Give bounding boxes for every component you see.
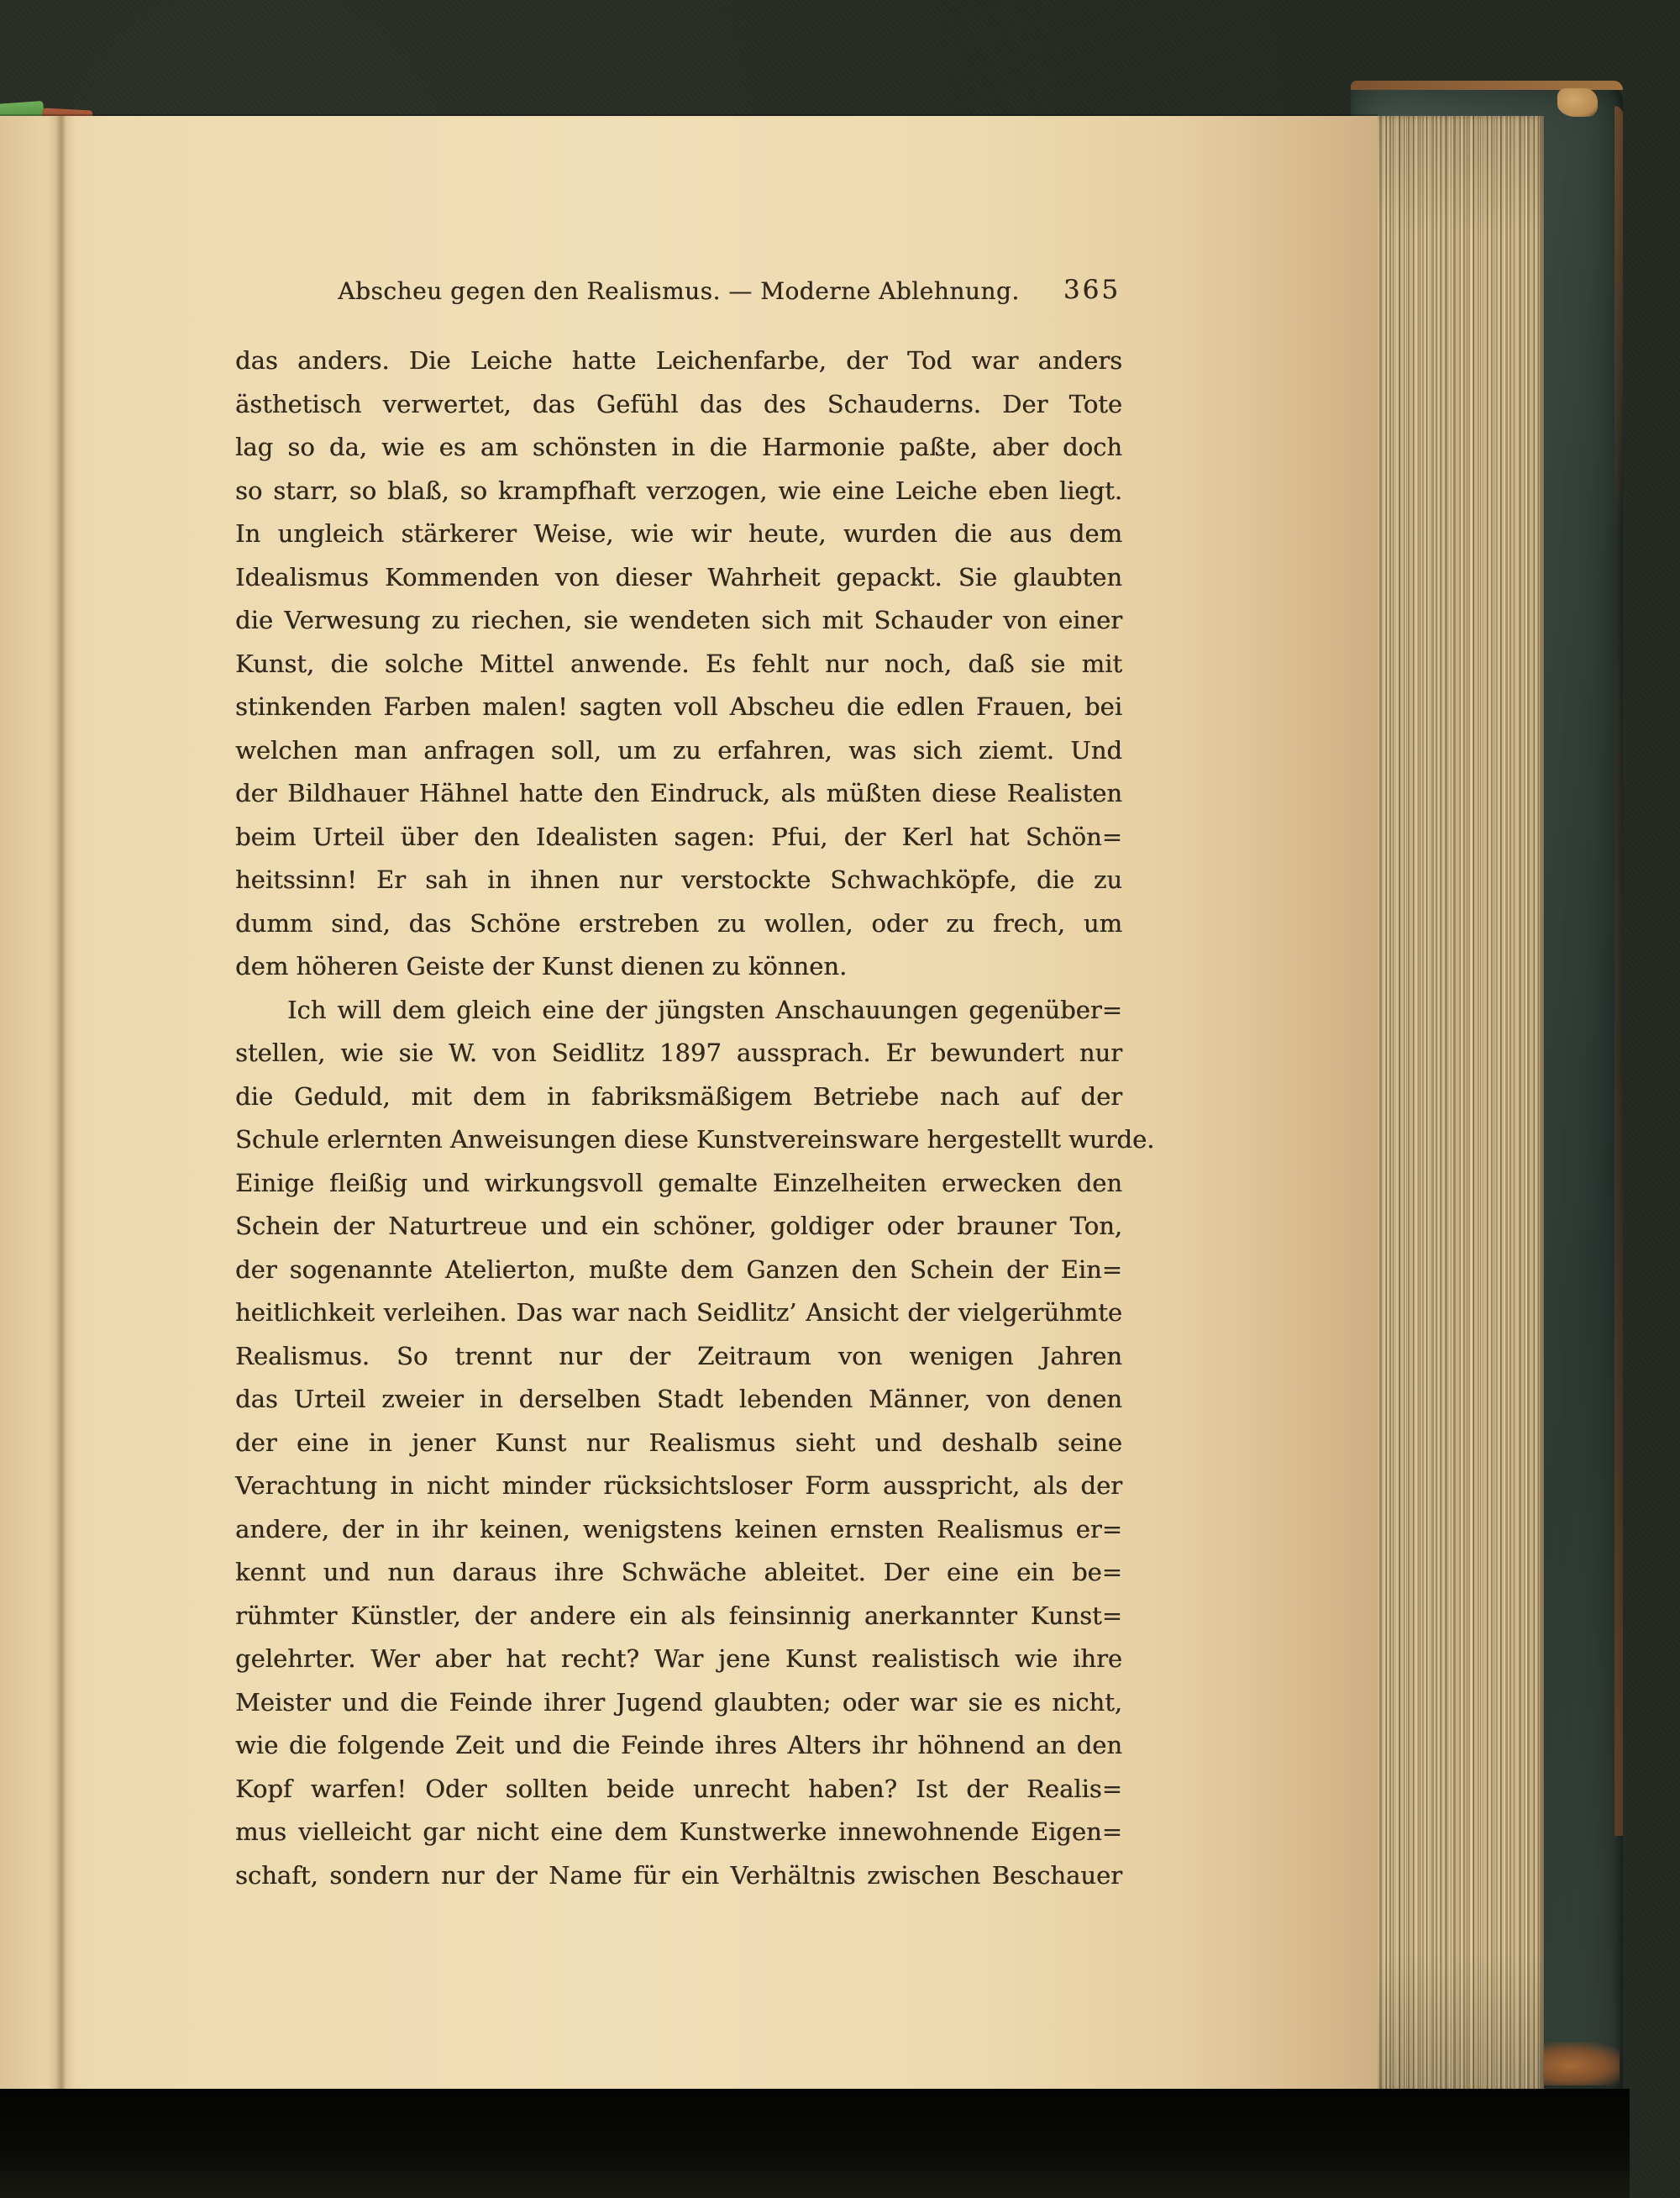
text-line: In ungleich stärkerer Weise, wie wir heute, wurden die aus dem (235, 519, 1122, 548)
text-line: dem höheren Geiste der Kunst dienen zu können. (235, 952, 848, 981)
page-fore-edge (1373, 116, 1544, 2092)
cover-worn-corner (1557, 88, 1598, 117)
page-header (235, 277, 1122, 305)
text-line: Verachtung in nicht minder rücksichtsloser Form ausspricht, als der (235, 1471, 1122, 1500)
text-line: rühmter Künstler, der andere ein als feinsinnig anerkannter Kunst= (235, 1601, 1122, 1630)
text-line: gelehrter. Wer aber hat recht? War jene Kunst realistisch wie ihre (235, 1644, 1122, 1673)
text-line: dumm sind, das Schöne erstreben zu wollen, oder zu frech, um (235, 908, 1122, 938)
book-page (0, 116, 1378, 2092)
text-line: der sogenannte Atelierton, mußte dem Ganzen den Schein der Ein= (235, 1254, 1122, 1284)
page-gutter-crease (47, 116, 76, 2092)
page-number: 365 (1063, 275, 1121, 305)
text-line: die Verwesung zu riechen, sie wendeten sich mit Schauder von einer (235, 606, 1122, 634)
text-line: ästhetisch verwertet, das Gefühl das des Schauderns. Der Tote (235, 389, 1122, 418)
text-line: stellen, wie sie W. von Seidlitz 1897 aussprach. Er bewundert nur (235, 1039, 1122, 1067)
text-line: Schein der Naturtreue und ein schöner, goldiger oder brauner Ton, (235, 1212, 1122, 1240)
text-line: Realismus. So trennt nur der Zeitraum von wenigen Jahren (235, 1341, 1122, 1370)
text-line: der eine in jener Kunst nur Realismus sieht und deshalb seine (235, 1428, 1122, 1457)
text-line: beim Urteil über den Idealisten sagen: Pfui, der Kerl hat Schön= (235, 822, 1122, 851)
text-line: so starr, so blaß, so krampfhaft verzogen, wie eine Leiche eben liegt. (235, 476, 1122, 505)
text-line: andere, der in ihr keinen, wenigstens keinen ernsten Realismus er= (235, 1514, 1122, 1543)
text-line: heitssinn! Er sah in ihnen nur verstockte Schwachköpfe, die zu (235, 865, 1122, 894)
text-line: Meister und die Feinde ihrer Jugend glaubten; oder war sie es nicht, (235, 1687, 1122, 1717)
text-line: lag so da, wie es am schönsten in die Harmonie paßte, aber doch (235, 433, 1122, 461)
text-line: Schule erlernten Anweisungen diese Kunstvereinsware hergestellt wurde. (235, 1125, 1155, 1154)
text-line: das anders. Die Leiche hatte Leichenfarbe, der Tod war anders (235, 346, 1122, 375)
text-line: stinkenden Farben malen! sagten voll Abscheu die edlen Frauen, bei (235, 692, 1122, 721)
running-header-title: Abscheu gegen den Realismus. — Moderne Ablehnung. (338, 277, 1020, 305)
text-line: kennt und nun daraus ihre Schwäche ableitet. Der eine ein be= (235, 1558, 1122, 1586)
text-line: Kunst, die solche Mittel anwende. Es fehlt nur noch, daß sie mit (235, 649, 1122, 678)
text-line: das Urteil zweier in derselben Stadt lebenden Männer, von denen (235, 1385, 1122, 1413)
text-line: Kopf warfen! Oder sollten beide unrecht haben? Ist der Realis= (235, 1774, 1122, 1803)
body-text (235, 339, 1155, 1897)
text-line: welchen man anfragen soll, um zu erfahren, was sich ziemt. Und (235, 735, 1122, 765)
cover-right-edge (1614, 106, 1623, 1836)
text-line: die Geduld, mit dem in fabriksmäßigem Betriebe nach auf der (235, 1081, 1122, 1111)
book-shadow (0, 2089, 1630, 2198)
text-line: heitlichkeit verleihen. Das war nach Seidlitz’ Ansicht der vielgerühmte (235, 1298, 1122, 1327)
text-line: Ich will dem gleich eine der jüngsten Anschauungen gegenüber= (287, 995, 1122, 1024)
text-line: der Bildhauer Hähnel hatte den Eindruck, als müßten diese Realisten (235, 779, 1122, 807)
text-line: wie die folgende Zeit und die Feinde ihres Alters ihr höhnend an den (235, 1731, 1122, 1759)
text-line: mus vielleicht gar nicht eine dem Kunstwerke innewohnende Eigen= (235, 1817, 1122, 1846)
text-line: schaft, sondern nur der Name für ein Verhältnis zwischen Beschauer (235, 1860, 1122, 1890)
text-line: Einige fleißig und wirkungsvoll gemalte Einzelheiten erwecken den (235, 1168, 1122, 1197)
text-line: Idealismus Kommenden von dieser Wahrheit gepackt. Sie glaubten (235, 562, 1122, 592)
